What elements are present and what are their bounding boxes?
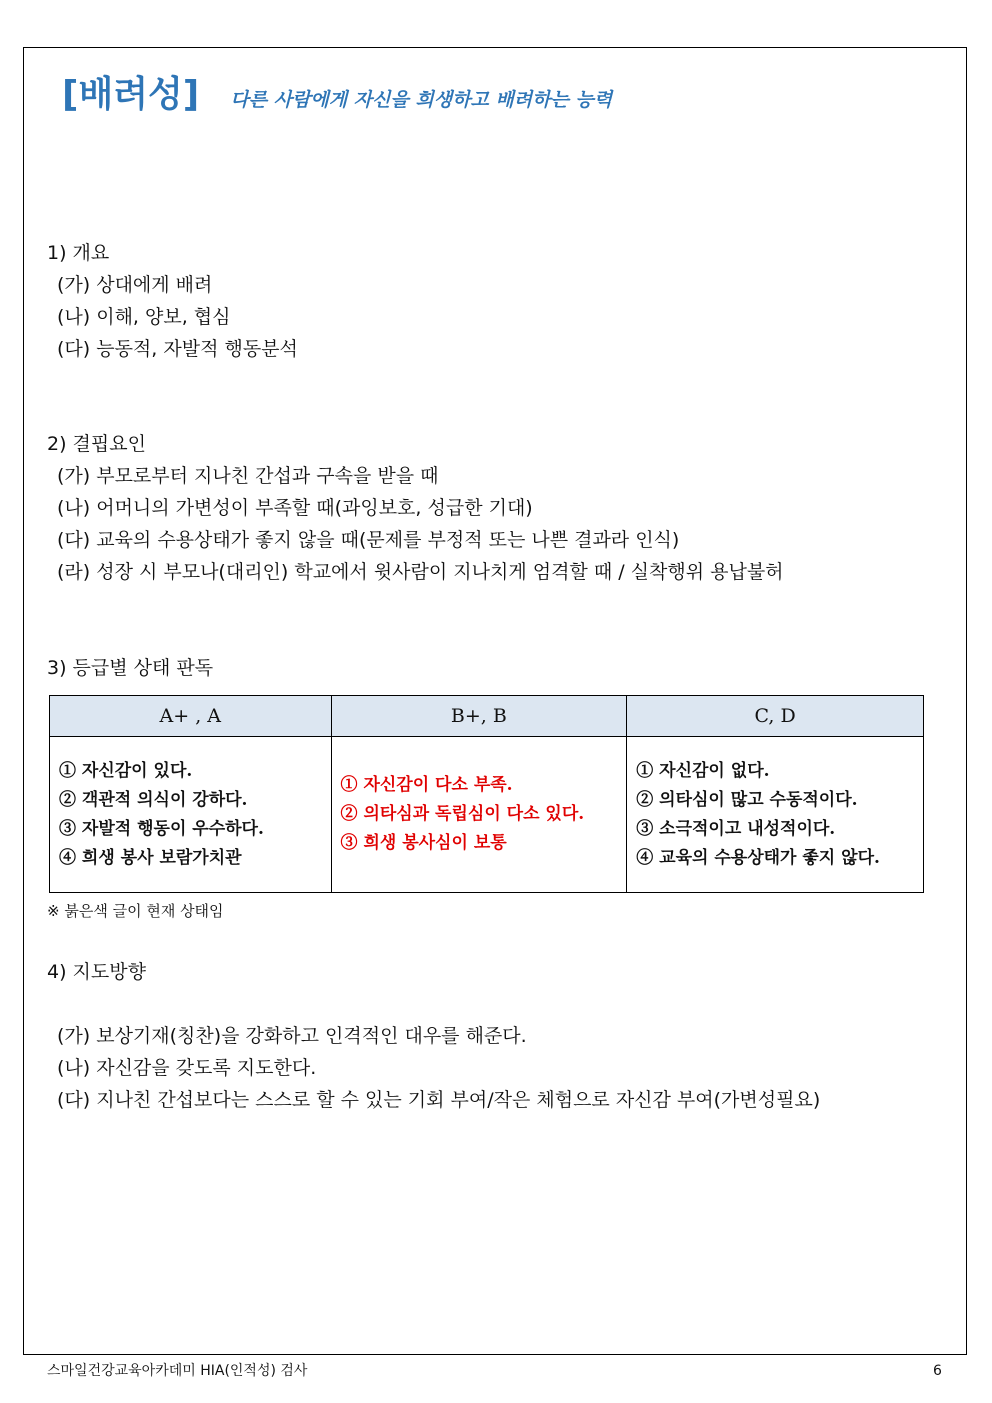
table-note: ※ 붉은색 글이 현재 상태임	[47, 902, 224, 920]
list-item: (나) 어머니의 가변성이 부족할 때(과잉보호, 성급한 기대)	[57, 497, 533, 519]
column-header-a: A+ , A	[50, 696, 332, 737]
list-item: (가) 부모로부터 지나친 간섭과 구속을 받을 때	[57, 465, 439, 487]
section-heading: 4) 지도방향	[47, 961, 146, 983]
page-number: 6	[933, 1363, 942, 1379]
section-heading: 1) 개요	[47, 242, 110, 264]
cell-grade-b	[331, 737, 627, 893]
cell-line: ④ 희생 봉사 보람가치관	[59, 847, 242, 868]
cell-line: ① 자신감이 없다.	[636, 760, 770, 781]
cell-line: ② 의타심과 독립심이 다소 있다.	[340, 804, 585, 824]
list-item: (가) 보상기재(칭찬)을 강화하고 인격적인 대우를 해준다.	[57, 1025, 527, 1047]
footer-text: 스마일건강교육아카데미 HIA(인적성) 검사	[47, 1363, 308, 1379]
cell-line: ① 자신감이 있다.	[59, 760, 193, 781]
list-item: (다) 교육의 수용상태가 좋지 않을 때(문제를 부정적 또는 나쁜 결과라 인식)	[57, 529, 680, 551]
cell-line: ③ 희생 봉사심이 보통	[340, 833, 507, 853]
grade-table	[49, 695, 924, 893]
list-item: (다) 지나친 간섭보다는 스스로 할 수 있는 기회 부여/작은 체험으로 자신감 부여(가변성필요)	[57, 1089, 821, 1111]
page-subtitle: 다른 사람에게 자신을 희생하고 배려하는 능력	[230, 89, 613, 111]
cell-grade-c	[627, 737, 924, 893]
cell-line: ② 객관적 의식이 강하다.	[59, 789, 248, 810]
section-heading: 2) 결핍요인	[47, 433, 146, 455]
section-grade-reading	[47, 652, 213, 684]
table-header-row	[50, 696, 924, 737]
list-item: (나) 자신감을 갖도록 지도한다.	[57, 1057, 317, 1079]
cell-line: ④ 교육의 수용상태가 좋지 않다.	[636, 847, 880, 868]
list-item: (라) 성장 시 부모나(대리인) 학교에서 윗사람이 지나치게 엄격할 때 / 실착행위 용납불허	[57, 561, 784, 583]
cell-line: ② 의타심이 많고 수동적이다.	[636, 789, 858, 810]
section-deficiency-factors	[47, 428, 784, 588]
list-item: (나) 이해, 양보, 협심	[57, 306, 231, 328]
list-item: (다) 능동적, 자발적 행동분석	[57, 338, 298, 360]
cell-grade-a	[50, 737, 332, 893]
section-guidance	[47, 956, 146, 988]
column-header-c: C, D	[627, 696, 924, 737]
column-header-b: B+, B	[331, 696, 627, 737]
cell-line: ③ 소극적이고 내성적이다.	[636, 818, 836, 839]
cell-line: ③ 자발적 행동이 우수하다.	[59, 818, 264, 839]
section-heading: 3) 등급별 상태 판독	[47, 657, 214, 679]
list-item: (가) 상대에게 배려	[57, 274, 213, 296]
title-row	[62, 66, 612, 117]
guidance-list	[47, 1020, 820, 1116]
table-row	[50, 737, 924, 893]
section-overview	[47, 237, 298, 365]
cell-line: ① 자신감이 다소 부족.	[340, 775, 513, 795]
page-title: [배려성]	[62, 74, 200, 115]
